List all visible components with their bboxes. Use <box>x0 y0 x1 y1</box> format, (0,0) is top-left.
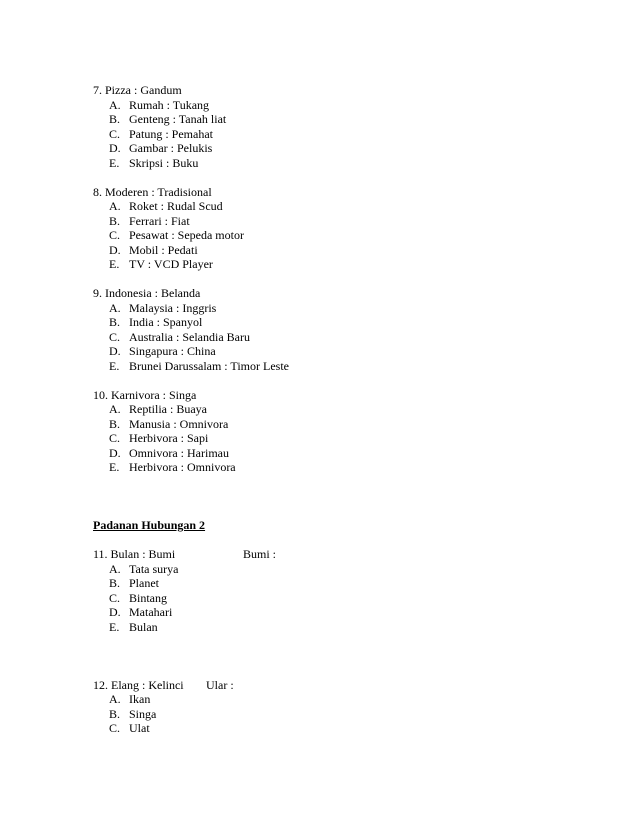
question-12 <box>93 678 613 736</box>
option-text: Singapura : China <box>129 344 216 358</box>
option-letter: A. <box>109 300 121 315</box>
spacer <box>93 533 613 548</box>
question-stem: 9. Indonesia : Belanda <box>93 286 201 300</box>
question-stem-row <box>93 678 613 693</box>
option-letter: D. <box>109 605 121 619</box>
option-letter: A. <box>109 199 121 213</box>
option-text: Herbivora : Sapi <box>129 431 209 445</box>
option-letter: C. <box>109 126 121 141</box>
option-text: Ferrari : Fiat <box>129 213 190 228</box>
question-stem: 12. Elang : Kelinci <box>93 677 184 692</box>
option-text: Gambar : Pelukis <box>129 141 213 155</box>
option-d <box>93 141 613 156</box>
document-page <box>93 83 613 736</box>
option-text: Malaysia : Inggris <box>129 300 217 315</box>
option-c <box>93 431 613 446</box>
option-letter: B. <box>109 416 121 431</box>
option-letter: B. <box>109 576 121 590</box>
option-letter: B. <box>109 315 121 329</box>
option-a <box>93 98 613 113</box>
option-a <box>93 199 613 214</box>
option-text: Herbivora : Omnivora <box>129 460 236 474</box>
option-letter: D. <box>109 242 121 257</box>
option-text: Planet <box>129 576 159 590</box>
option-b <box>93 417 613 432</box>
option-a <box>93 562 613 577</box>
option-text: Ulat <box>129 721 150 735</box>
spacer <box>93 170 613 185</box>
option-letter: B. <box>109 112 121 126</box>
option-text: TV : VCD Player <box>129 257 213 271</box>
question-pair: Bumi : <box>243 547 277 561</box>
spacer <box>93 475 613 519</box>
question-8 <box>93 185 613 272</box>
option-text: Matahari <box>129 605 173 619</box>
option-b <box>93 315 613 330</box>
option-letter: C. <box>109 431 121 445</box>
question-7 <box>93 83 613 170</box>
option-letter: C. <box>109 329 121 344</box>
spacer <box>93 373 613 388</box>
question-11 <box>93 547 613 634</box>
option-text: Ikan <box>129 692 151 706</box>
option-c <box>93 228 613 243</box>
option-letter: D. <box>109 344 121 358</box>
option-text: Patung : Pemahat <box>129 126 213 141</box>
spacer <box>93 634 613 678</box>
option-text: Roket : Rudal Scud <box>129 199 223 213</box>
option-text: India : Spanyol <box>129 315 203 329</box>
option-b <box>93 576 613 591</box>
option-text: Rumah : Tukang <box>129 97 210 112</box>
option-text: Genteng : Tanah liat <box>129 112 227 126</box>
option-letter: D. <box>109 445 121 460</box>
option-letter: B. <box>109 706 121 721</box>
option-text: Bulan <box>129 619 158 634</box>
option-e <box>93 257 613 272</box>
option-letter: E. <box>109 619 120 634</box>
option-text: Singa <box>129 706 157 721</box>
section-title: Padanan Hubungan 2 <box>93 518 206 532</box>
option-b <box>93 707 613 722</box>
option-letter: E. <box>109 460 120 474</box>
option-letter: C. <box>109 590 121 605</box>
question-stem-row <box>93 547 613 562</box>
option-c <box>93 721 613 736</box>
option-text: Skripsi : Buku <box>129 155 199 170</box>
question-9 <box>93 286 613 373</box>
option-letter: A. <box>109 561 121 576</box>
option-letter: E. <box>109 358 120 373</box>
option-e <box>93 156 613 171</box>
option-text: Australia : Selandia Baru <box>129 329 250 344</box>
option-d <box>93 243 613 258</box>
option-letter: A. <box>109 692 121 706</box>
option-letter: B. <box>109 213 121 228</box>
question-stem: 10. Karnivora : Singa <box>93 387 197 402</box>
option-letter: C. <box>109 228 121 242</box>
option-letter: A. <box>109 97 121 112</box>
option-b <box>93 112 613 127</box>
option-text: Reptilia : Buaya <box>129 402 207 416</box>
option-a <box>93 402 613 417</box>
option-letter: E. <box>109 155 120 170</box>
question-stem: 11. Bulan : Bumi <box>93 547 176 561</box>
option-e <box>93 359 613 374</box>
question-10 <box>93 388 613 475</box>
option-letter: A. <box>109 402 121 416</box>
spacer <box>93 272 613 287</box>
option-c <box>93 591 613 606</box>
question-stem: 8. Moderen : Tradisional <box>93 184 212 199</box>
option-text: Mobil : Pedati <box>129 242 198 257</box>
question-pair: Ular : <box>206 677 234 692</box>
option-letter: E. <box>109 257 120 271</box>
option-e <box>93 460 613 475</box>
option-c <box>93 330 613 345</box>
option-c <box>93 127 613 142</box>
option-a <box>93 692 613 707</box>
option-text: Tata surya <box>129 561 179 576</box>
option-d <box>93 605 613 620</box>
option-text: Bintang <box>129 590 167 605</box>
option-letter: D. <box>109 141 121 155</box>
option-a <box>93 301 613 316</box>
option-text: Brunei Darussalam : Timor Leste <box>129 358 289 373</box>
option-d <box>93 446 613 461</box>
option-e <box>93 620 613 635</box>
option-letter: C. <box>109 721 121 735</box>
option-text: Pesawat : Sepeda motor <box>129 228 244 242</box>
option-d <box>93 344 613 359</box>
option-text: Manusia : Omnivora <box>129 416 229 431</box>
question-stem: 7. Pizza : Gandum <box>93 83 182 97</box>
option-text: Omnivora : Harimau <box>129 445 229 460</box>
option-b <box>93 214 613 229</box>
